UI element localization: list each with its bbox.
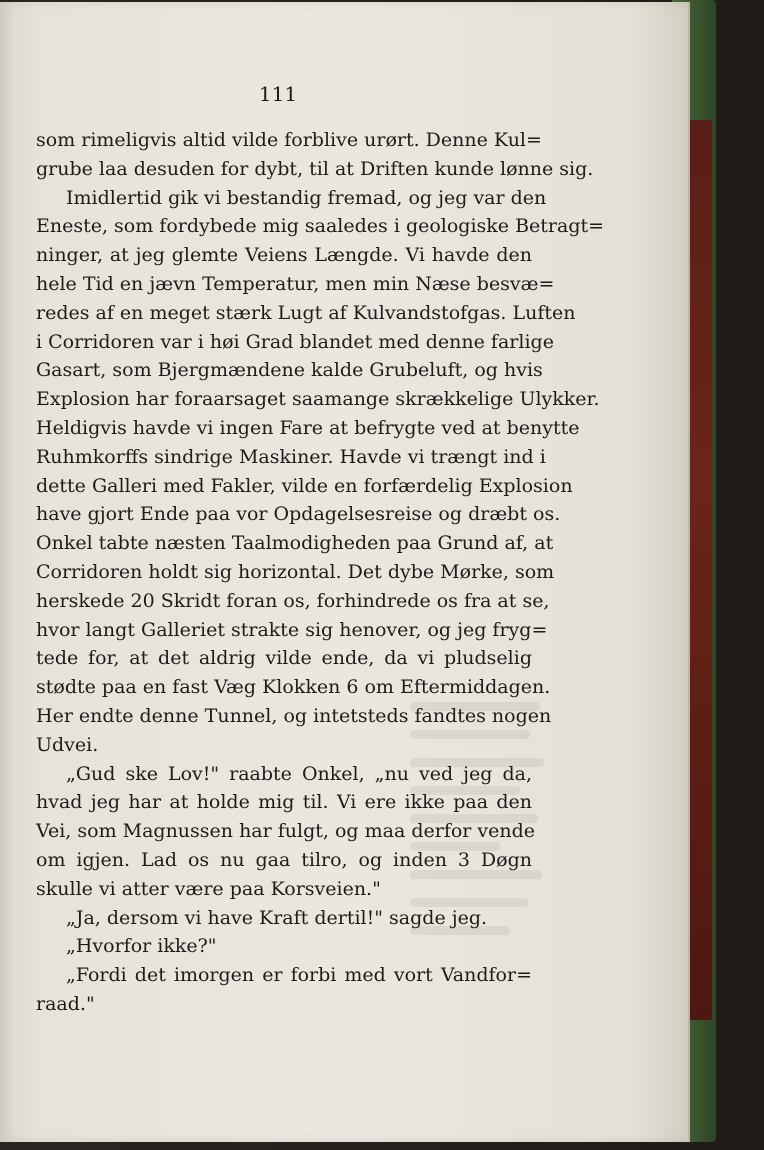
text-line: Eneste, som fordybede mig saaledes i geologiske Betragt= — [36, 215, 605, 238]
text-line: tede for, at det aldrig vilde ende, da vi pludselig — [36, 647, 532, 670]
text-line: have gjort Ende paa vor Opdagelsesreise og dræbt os. — [36, 503, 561, 526]
text-line: Vei, som Magnussen har fulgt, og maa derfor vende — [36, 820, 536, 843]
text-line: Corridoren holdt sig horizontal. Det dybe Mørke, som — [36, 560, 555, 583]
text-line: „Hvorfor ikke?" — [66, 935, 217, 958]
text-line: grube laa desuden for dybt, til at Driften kunde lønne sig. — [36, 157, 594, 180]
text-line: „Ja, dersom vi have Kraft dertil!" sagde jeg. — [66, 906, 488, 929]
text-line: om igjen. Lad os nu gaa tilro, og inden 3 Døgn — [36, 848, 532, 871]
text-line: Her endte denne Tunnel, og intetsteds fandtes nogen — [36, 704, 552, 727]
text-line: hele Tid en jævn Temperatur, men min Næse besvæ= — [36, 272, 555, 295]
text-line: Explosion har foraarsaget saamange skrækkelige Ulykker. — [36, 388, 600, 411]
text-line: dette Galleri med Fakler, vilde en forfærdelig Explosion — [36, 474, 573, 497]
text-line: stødte paa en fast Væg Klokken 6 om Eftermiddagen. — [36, 676, 551, 699]
text-line: raad." — [36, 992, 95, 1015]
text-line: hvad jeg har at holde mig til. Vi ere ikke paa den — [36, 791, 532, 814]
text-line: som rimeligvis altid vilde forblive urørt. Denne Kul= — [36, 129, 542, 151]
text-line: Imidlertid gik vi bestandig fremad, og jeg var den — [66, 186, 547, 209]
text-line: skulle vi atter være paa Korsveien." — [36, 877, 381, 900]
text-line: herskede 20 Skridt foran os, forhindrede os fra at se, — [36, 589, 550, 612]
text-line: Ruhmkorffs sindrige Maskiner. Havde vi trængt ind i — [36, 445, 546, 468]
page-number: 111 — [258, 82, 298, 106]
text-line: Heldigvis havde vi ingen Fare at befrygte ved at benytte — [36, 416, 580, 439]
text-line: ninger, at jeg glemte Veiens Længde. Vi havde den — [36, 244, 532, 267]
text-line: Onkel tabte næsten Taalmodigheden paa Grund af, at — [36, 532, 554, 555]
body-text — [36, 126, 605, 1019]
book-page — [0, 2, 690, 1142]
text-line: Udvei. — [36, 733, 99, 756]
text-line: „Gud ske Lov!" raabte Onkel, „nu ved jeg da, — [66, 762, 532, 785]
text-line: i Corridoren var i høi Grad blandet med denne farlige — [36, 330, 554, 353]
text-line: Gasart, som Bjergmændene kalde Grubeluft, og hvis — [36, 359, 543, 382]
text-line: hvor langt Galleriet strakte sig henover, og jeg fryg= — [36, 618, 548, 641]
text-line: „Fordi det imorgen er forbi med vort Vandfor= — [66, 964, 532, 987]
text-line: redes af en meget stærk Lugt af Kulvandstofgas. Luften — [36, 301, 576, 324]
